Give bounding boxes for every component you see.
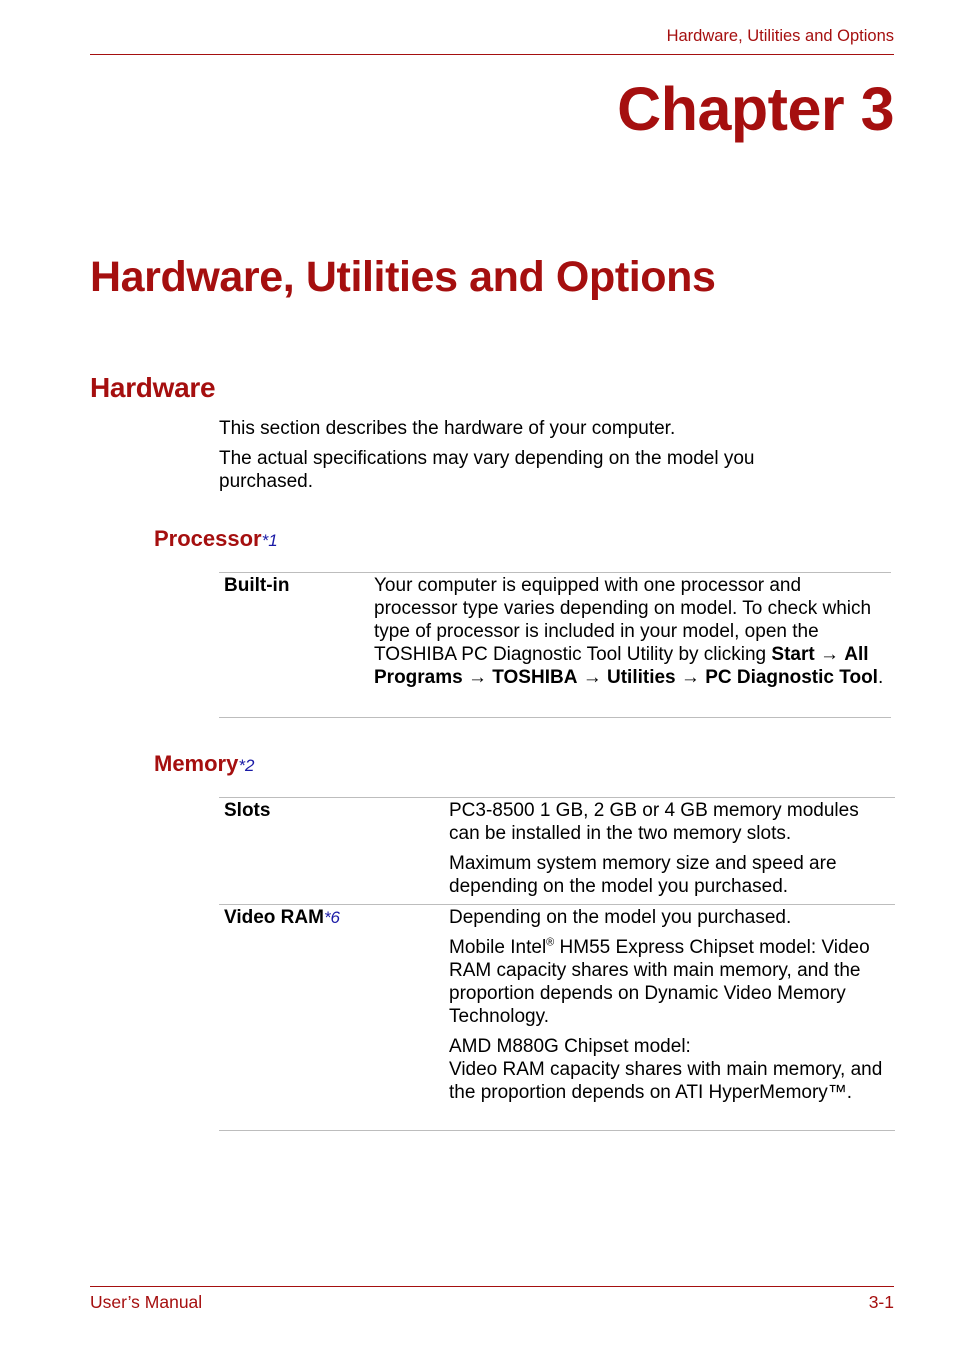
subheading-processor <box>154 526 278 552</box>
paragraph-text: HM55 Express Chipset model: Video RAM capacity shares with main memory, and the proportion depends on Dynamic Video Memory Technology. <box>449 937 870 1027</box>
subheading-label: Processor <box>154 526 262 551</box>
footnote-ref[interactable]: *6 <box>323 908 341 927</box>
intro-paragraph: This section describes the hardware of your computer. <box>219 418 676 439</box>
description-paragraph <box>449 936 889 1028</box>
arrow-icon: → <box>680 667 700 688</box>
footer-rule <box>90 1286 894 1287</box>
running-header: Hardware, Utilities and Options <box>666 27 894 45</box>
page-number: 3-1 <box>868 1292 894 1312</box>
footnote-ref[interactable]: *1 <box>261 531 278 550</box>
footnote-ref[interactable]: *2 <box>238 756 255 775</box>
table-row-description <box>449 906 889 1104</box>
table-row-description <box>449 799 889 898</box>
arrow-icon: → <box>582 667 602 688</box>
footer-manual-title: User’s Manual <box>90 1292 203 1312</box>
subheading-memory <box>154 751 254 777</box>
arrow-icon: → <box>467 667 487 688</box>
description-text: Your computer is equipped with one processor and processor type varies depending on model. To check which type of processor is included in your model, open the TOSHIBA PC Diagnostic Tool Utility by clicking <box>374 575 872 665</box>
description-paragraph <box>449 1035 889 1104</box>
description-paragraph: Depending on the model you purchased. <box>449 907 792 928</box>
intro-paragraph: The actual specifications may vary depending on the model you purchased. <box>219 448 755 492</box>
menu-path-utilities: Utilities <box>607 667 676 688</box>
table-rule <box>219 717 891 718</box>
paragraph-text: Mobile Intel <box>449 937 547 958</box>
section-heading-hardware: Hardware <box>90 372 216 403</box>
table-row-label: Slots <box>224 800 271 821</box>
description-paragraph: Maximum system memory size and speed are depending on the model you purchased. <box>449 853 837 897</box>
description-paragraph: PC3-8500 1 GB, 2 GB or 4 GB memory modules can be installed in the two memory slots. <box>449 800 859 844</box>
subheading-label: Memory <box>154 751 239 776</box>
paragraph-line: Video RAM capacity shares with main memory, and the proportion depends on ATI HyperMemory™. <box>449 1059 883 1103</box>
table-rule <box>219 797 895 798</box>
menu-path-start: Start <box>771 644 815 665</box>
menu-path-pc-diagnostic-tool: PC Diagnostic Tool <box>705 667 878 688</box>
menu-path-all-programs: All Programs <box>374 644 869 688</box>
sentence-end: . <box>877 667 884 688</box>
table-row-description <box>374 574 884 689</box>
chapter-title: Chapter 3 <box>617 75 894 143</box>
menu-path-toshiba: TOSHIBA <box>492 667 578 688</box>
row-label-text: Video RAM <box>224 907 324 928</box>
header-rule <box>90 54 894 55</box>
arrow-icon: → <box>819 644 839 665</box>
table-rule <box>219 904 895 905</box>
table-rule <box>219 1130 895 1131</box>
table-rule <box>219 572 891 573</box>
page-title: Hardware, Utilities and Options <box>90 253 716 301</box>
table-row-label <box>224 906 340 929</box>
paragraph-line: AMD M880G Chipset model: <box>449 1036 691 1057</box>
registered-mark: ® <box>546 936 555 949</box>
table-row-label: Built-in <box>224 575 290 596</box>
